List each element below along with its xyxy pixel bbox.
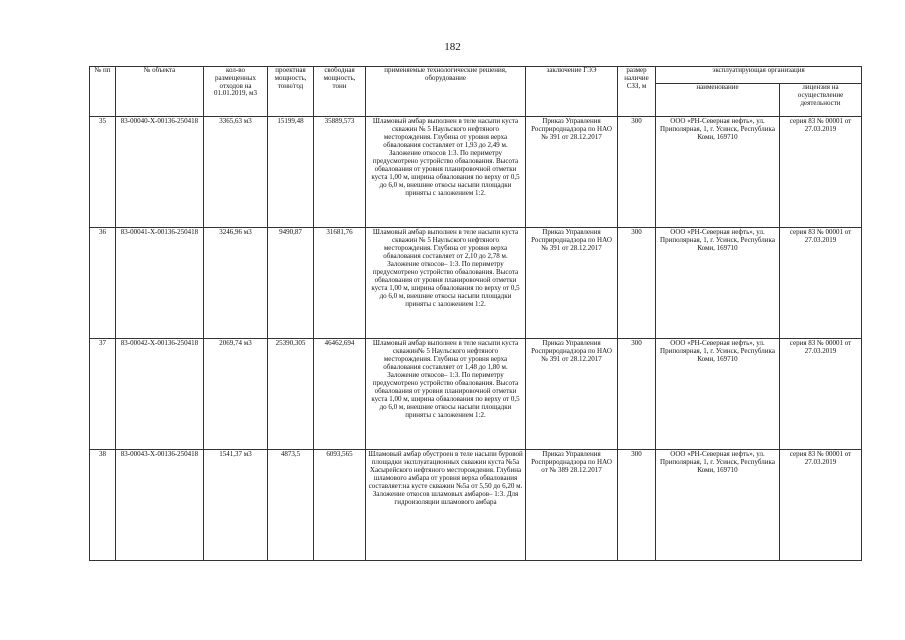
cell-num: 36: [90, 228, 116, 339]
cell-szz: 300: [618, 339, 656, 450]
cell-gee: Приказ Управления Росприроднадзора по НАО от № 389 28.12.2017: [526, 450, 618, 561]
cell-volume: 2069,74 м3: [204, 339, 268, 450]
cell-design-capacity: 9490,87: [268, 228, 314, 339]
page-number: 182: [444, 41, 461, 53]
cell-tech: Шламовый амбар выполнен в теле насыпи куста скважин № 5 Наульского нефтяного месторождения. Глубина от уровня верха обвалования составляет от 1,93 до 2,49 м. Заложение откосов 1:3. По периметру предусмотрено устройство обвалования. Высота обвалования от уровня планировочной отметки куста 1,00 м, ширина обвалования по верху от 0,5 до 6,0 м, внешние откосы насыпи площадки приняты с заложением 1:2.: [366, 117, 526, 228]
cell-gee: Приказ Управления Росприроднадзора по НАО № 391 от 28.12.2017: [526, 228, 618, 339]
table-row: [90, 117, 862, 228]
cell-operator-name: ООО «РН-Северная нефть», ул. Приполярная, 1, г. Усинск, Республика Коми, 169710: [656, 450, 780, 561]
header-volume: кол-во размещенных отходов на 01.01.2019, м3: [204, 67, 268, 117]
cell-tech: Шламовый амбар выполнен в теле насыпи куста скважин№ 5 Наульского нефтяного месторождения. Глубина от уровня верха обвалования составляет от 1,48 до 1,80 м. Заложение откосов– 1:3. По периметру предусмотрено устройство обвалования. Высота обвалования от уровня планировочной отметки куста 1,00 м, ширина обвалования по верху от 0,5 до 6,0 м, внешние откосы насыпи площадки приняты с заложением 1:2.: [366, 339, 526, 450]
header-design-capacity: проектная мощность, тонн/год: [268, 67, 314, 117]
table-row: [90, 228, 862, 339]
header-tech-solutions: применяемые технологические решения, оборудование: [366, 67, 526, 117]
table-header-row: [90, 67, 862, 84]
cell-tech: Шламовый амбар обустроен в теле насыпи буровой площадки эксплуатационных скважин куста №5а Хасырейского нефтяного месторождения. Глубина шламового амбара от уровня верха обвалования составляет:на кусте скважин №5а от 5,50 до 6,20 м. Заложение откосов шламовых амбаров– 1:3. Для гидроизоляции шламового амбара: [366, 450, 526, 561]
cell-license: серия 83 № 00001 от 27.03.2019: [780, 339, 862, 450]
cell-operator-name: ООО «РН-Северная нефть», ул. Приполярная, 1, г. Усинск, Республика Коми, 169710: [656, 228, 780, 339]
header-operator-name: наименование: [656, 84, 780, 117]
cell-design-capacity: 25390,305: [268, 339, 314, 450]
cell-tech: Шламовый амбар выполнен в теле насыпи куста скважин № 5 Наульского нефтяного месторождения. Глубина от уровня верха обвалования составляет от 2,10 до 2,78 м. Заложение откосов– 1:3. По периметру предусмотрено устройство обвалования. Высота обвалования от уровня планировочной отметки куста 1,00 м, ширина обвалования по верху от 0,5 до 6,0 м, внешние откосы насыпи площадки приняты с заложением 1:2.: [366, 228, 526, 339]
cell-design-capacity: 15199,48: [268, 117, 314, 228]
cell-free-capacity: 31681,76: [314, 228, 366, 339]
cell-gee: Приказ Управления Росприроднадзора по НАО № 391 от 28.12.2017: [526, 117, 618, 228]
cell-object-no: 83-00043-Х-00136-250418: [116, 450, 204, 561]
cell-num: 35: [90, 117, 116, 228]
cell-object-no: 83-00042-Х-00136-250418: [116, 339, 204, 450]
cell-license: серия 83 № 00001 от 27.03.2019: [780, 450, 862, 561]
cell-free-capacity: 46462,694: [314, 339, 366, 450]
cell-license: серия 83 № 00001 от 27.03.2019: [780, 228, 862, 339]
cell-operator-name: ООО «РН-Северная нефть», ул. Приполярная, 1, г. Усинск, Республика Коми, 169710: [656, 117, 780, 228]
waste-facility-table: [89, 66, 862, 561]
header-operator-license: лицензия на осуществление деятельности: [780, 84, 862, 117]
cell-design-capacity: 4873,5: [268, 450, 314, 561]
cell-gee: Приказ Управления Росприроднадзора по НАО № 391 от 28.12.2017: [526, 339, 618, 450]
cell-szz: 300: [618, 117, 656, 228]
table-row: [90, 450, 862, 561]
table-row: [90, 339, 862, 450]
header-gee: заключение ГЭЭ: [526, 67, 618, 117]
cell-num: 38: [90, 450, 116, 561]
header-free-capacity: свободная мощность, тонн: [314, 67, 366, 117]
cell-volume: 3246,96 м3: [204, 228, 268, 339]
header-num: № пп: [90, 67, 116, 117]
cell-szz: 300: [618, 450, 656, 561]
cell-volume: 3365,63 м3: [204, 117, 268, 228]
cell-szz: 300: [618, 228, 656, 339]
cell-object-no: 83-00040-Х-00136-250418: [116, 117, 204, 228]
cell-free-capacity: 35889,573: [314, 117, 366, 228]
header-operator: эксплуатирующая организация: [656, 67, 862, 84]
cell-object-no: 83-00041-Х-00136-250418: [116, 228, 204, 339]
cell-num: 37: [90, 339, 116, 450]
cell-free-capacity: 6093,565: [314, 450, 366, 561]
header-object-no: № объекта: [116, 67, 204, 117]
header-szz: размер наличие СЗЗ, м: [618, 67, 656, 117]
cell-license: серия 83 № 00001 от 27.03.2019: [780, 117, 862, 228]
cell-operator-name: ООО «РН-Северная нефть», ул. Приполярная, 1, г. Усинск, Республика Коми, 169710: [656, 339, 780, 450]
cell-volume: 1541,37 м3: [204, 450, 268, 561]
